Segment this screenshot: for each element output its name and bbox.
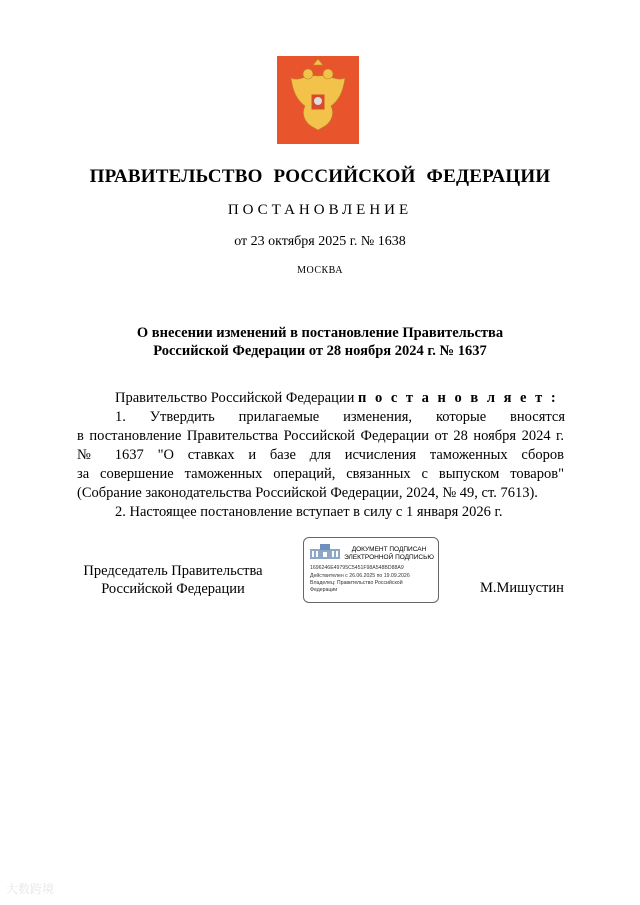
- stamp-header-line: ЭЛЕКТРОННОЙ ПОДПИСЬЮ: [344, 554, 434, 561]
- government-name: ПРАВИТЕЛЬСТВО РОССИЙСКОЙ ФЕДЕРАЦИИ: [89, 166, 551, 187]
- title-line: О внесении изменений в постановление Правительства: [136, 325, 504, 341]
- signatory-name: М.Мишустин: [480, 580, 564, 596]
- document-date-number: от 23 октября 2025 г. № 1638: [234, 234, 406, 249]
- watermark: 大数跨境: [6, 882, 55, 896]
- stamp-header: [342, 546, 436, 562]
- paragraph-line: № 1637 "О ставках и базе для исчисления таможенных сборов: [77, 447, 564, 463]
- paragraph-line: за совершение таможенных операций, связанных с выпуском товаров": [77, 466, 564, 482]
- document-title: [0, 324, 640, 360]
- paragraph-line: 1. Утвердить прилагаемые изменения, которые вносятся: [115, 409, 565, 425]
- position-line: Председатель Правительства: [83, 563, 263, 579]
- position-line: Российской Федерации: [101, 581, 245, 597]
- certificate-owner: Владелец: Правительство Российской: [310, 580, 403, 586]
- certificate-owner-cont: Федерации: [310, 587, 338, 593]
- document-kind: ПОСТАНОВЛЕНИЕ: [227, 202, 413, 218]
- paragraph-line: (Собрание законодательства Российской Федерации, 2024, № 49, ст. 7613).: [77, 485, 538, 501]
- intro-text: Правительство Российской Федерации: [115, 390, 358, 406]
- certificate-validity: Действителен с 26.06.2025 по 19.09.2026: [310, 573, 410, 579]
- coat-of-arms-emblem: [277, 56, 359, 144]
- intro-bold: п о с т а н о в л я е т :: [357, 390, 559, 406]
- intro-paragraph: [115, 389, 565, 408]
- city: МОСКВА: [297, 265, 343, 276]
- paragraph-2: 2. Настоящее постановление вступает в силу с 1 января 2026 г.: [115, 504, 503, 520]
- electronic-signature-stamp: [303, 537, 439, 603]
- stamp-header-line: ДОКУМЕНТ ПОДПИСАН: [351, 546, 427, 553]
- signatory-position: [78, 562, 268, 598]
- paragraph-line: в постановление Правительства Российской Федерации от 28 ноября 2024 г.: [77, 428, 564, 444]
- title-line: Российской Федерации от 28 ноября 2024 г. № 1637: [153, 343, 487, 359]
- certificate-serial: 1696246E49795C5451F98A548BD88A9: [310, 565, 404, 571]
- government-building-icon: [310, 543, 340, 559]
